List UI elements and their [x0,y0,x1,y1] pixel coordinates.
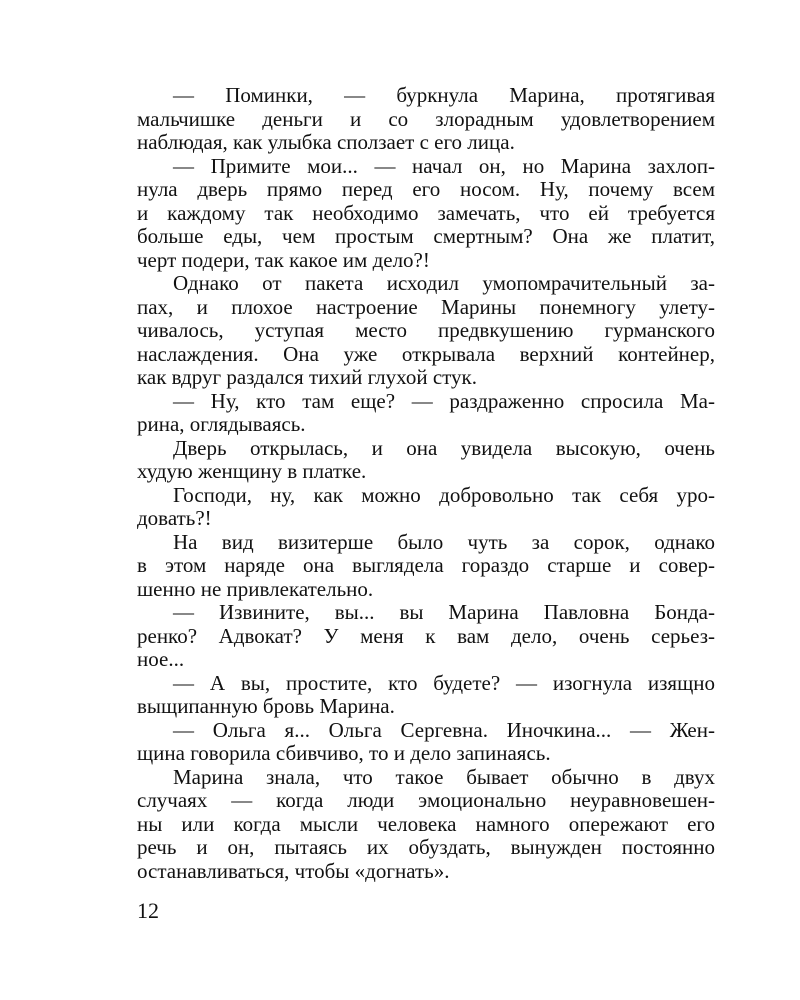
text-line: Марина знала, что такое бывает обычно в двух [173,764,715,789]
text-line: останавливаться, чтобы «догнать». [137,858,450,883]
text-line: — Извините, вы... вы Марина Павловна Бонда- [173,600,715,624]
text-line: больше еды, чем простым смертным? Она же платит, [137,224,715,248]
text-line: речь и он, пытаясь их обуздать, вынужден постоянно [137,835,715,859]
text-line: чивалось, уступая место предвкушению гурманского [137,318,715,342]
text-line: ны или когда мысли человека намного опережают его [137,811,715,836]
text-line: — Примите мои... — начал он, но Марина захлоп- [173,153,715,178]
text-line: наслаждения. Она уже открывала верхний контейнер, [137,341,715,366]
text-line: наблюдая, как улыбка сползает с его лица. [137,130,515,154]
text-line: и каждому так необходимо замечать, что ей требуется [137,200,715,225]
text-line: как вдруг раздался тихий глухой стук. [137,365,477,389]
text-line: худую женщину в платке. [137,459,367,483]
text-line: пах, и плохое настроение Марины понемногу улету- [137,294,715,319]
body-text [137,84,715,883]
text-line: мальчишке деньги и со злорадным удовлетворением [137,106,715,131]
text-line: ное... [137,647,185,671]
text-line: — Ну, кто там еще? — раздраженно спросила Ма- [173,388,715,413]
text-line: — А вы, простите, кто будете? — изогнула изящно [173,670,715,695]
text-line: случаях — когда люди эмоционально неуравновешен- [137,788,715,812]
text-line: в этом наряде она выглядела гораздо старше и совер- [137,553,715,577]
text-line: — Ольга я... Ольга Сергевна. Иночкина... — Жен- [173,717,715,742]
page-number: 12 [137,898,159,923]
text-line: шенно не привлекательно. [137,576,374,601]
text-line: Дверь открылась, и она увидела высокую, очень [173,435,715,460]
text-line: выщипанную бровь Марина. [137,694,395,718]
text-line: Господи, ну, как можно добровольно так себя уро- [173,482,715,507]
text-line: На вид визитерше было чуть за сорок, однако [173,529,715,554]
text-line: ренко? Адвокат? У меня к вам дело, очень серьез- [137,623,715,648]
text-line: рина, оглядываясь. [137,412,306,436]
text-line: Однако от пакета исходил умопомрачительный за- [173,271,715,295]
text-line: черт подери, так какое им дело?! [137,247,430,272]
text-line: нула дверь прямо перед его носом. Ну, почему всем [137,177,715,201]
text-line: довать?! [137,506,212,530]
text-line: щина говорила сбивчиво, то и дело запинаясь. [137,741,551,765]
text-line: — Поминки, — буркнула Марина, протягивая [173,83,715,107]
